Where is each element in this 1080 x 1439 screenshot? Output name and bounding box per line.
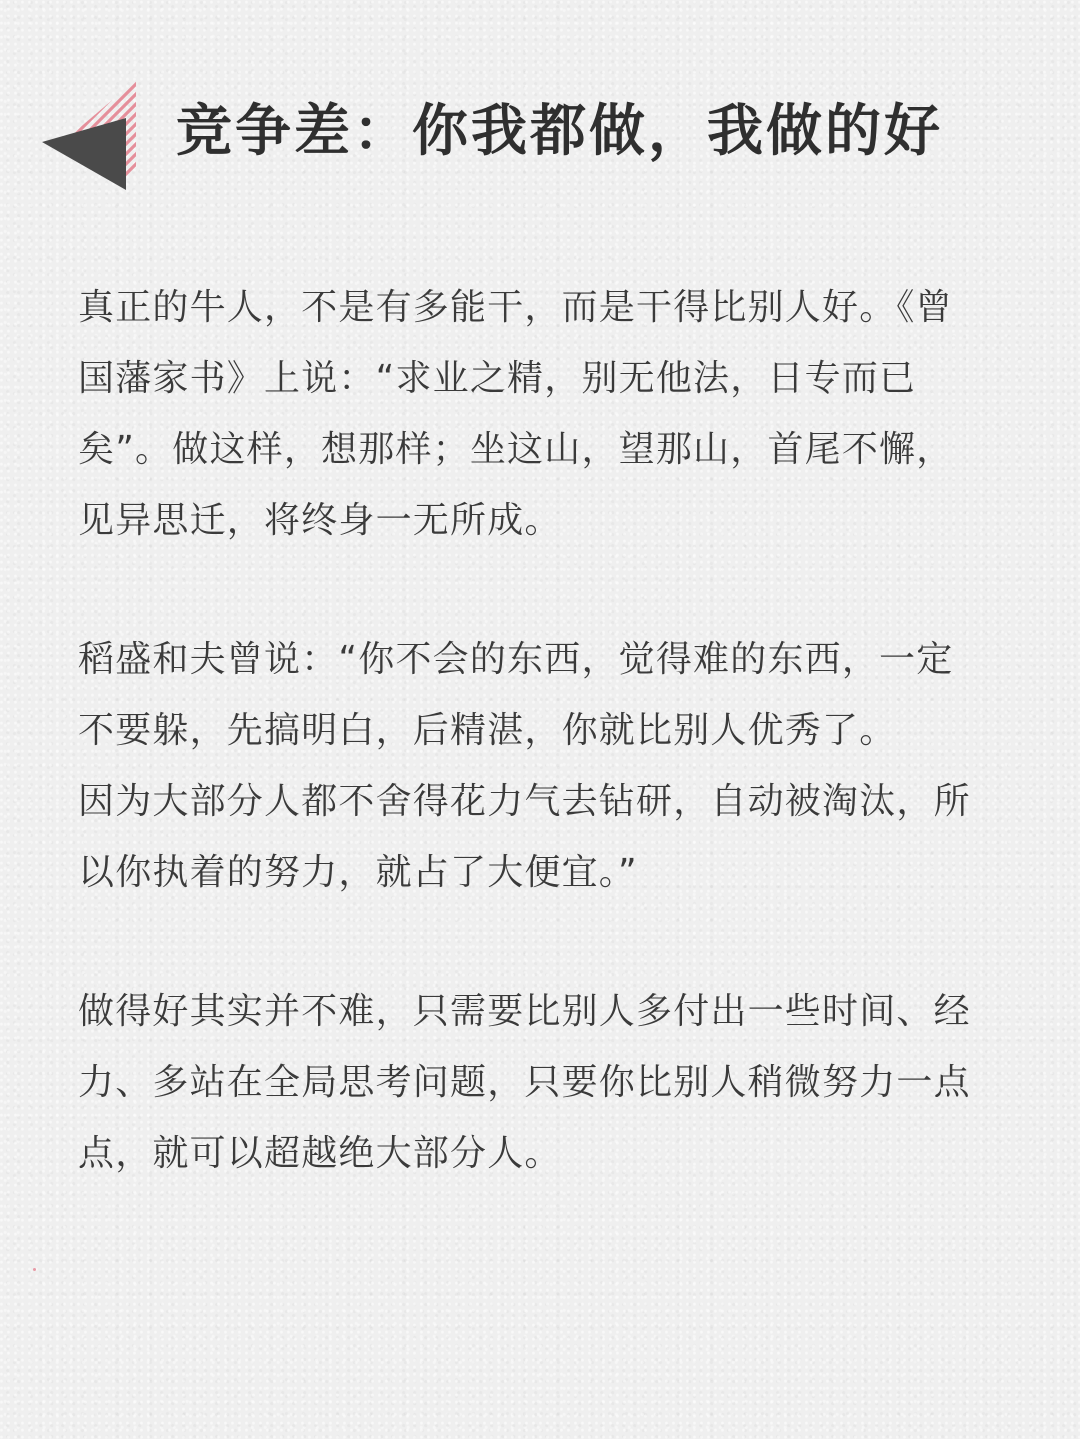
header (0, 0, 1080, 220)
paragraph-1 (78, 272, 1008, 556)
paragraph-line: 力、多站在全局思考问题，只要你比别人稍微努力一点 (78, 1062, 971, 1103)
paragraph-line: 以你执着的努力，就占了大便宜。” (78, 852, 638, 893)
decorative-dot (33, 1268, 36, 1271)
paragraph-line: 稻盛和夫曾说：“你不会的东西，觉得难的东西，一定 (78, 639, 954, 680)
striped-triangle-icon (40, 80, 140, 192)
paragraph-line: 不要躲，先搞明白，后精湛，你就比别人优秀了。 (78, 710, 897, 751)
paragraph-2 (78, 624, 1008, 908)
paragraph-line: 点，就可以超越绝大部分人。 (78, 1133, 562, 1174)
paragraph-line: 因为大部分人都不舍得花力气去钻研，自动被淘汰，所 (78, 781, 971, 822)
paragraph-line: 见异思迁，将终身一无所成。 (78, 500, 562, 541)
paragraph-line: 矣”。做这样，想那样；坐这山，望那山，首尾不懈， (78, 429, 954, 470)
paragraph-line: 做得好其实并不难，只需要比别人多付出一些时间、经 (78, 991, 971, 1032)
page-title: 竞争差：你我都做，我做的好 (176, 99, 943, 164)
article-body (78, 272, 1008, 1257)
paragraph-line: 国藩家书》上说：“求业之精，别无他法，日专而已 (78, 358, 917, 399)
paragraph-3 (78, 976, 1008, 1189)
paragraph-line: 真正的牛人，不是有多能干，而是干得比别人好。《曾 (78, 287, 953, 328)
